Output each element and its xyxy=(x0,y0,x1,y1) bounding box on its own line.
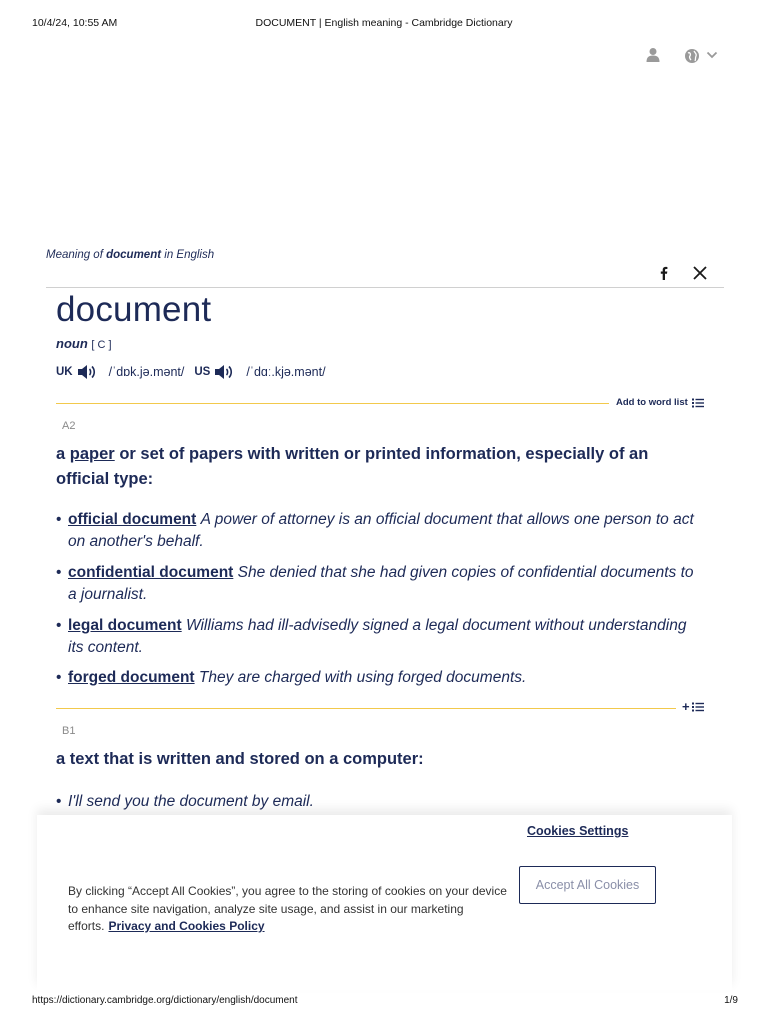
example-text: I'll send you the document by email. xyxy=(68,793,314,810)
collocation-link[interactable]: forged document xyxy=(68,669,195,686)
grammar-code: [ C ] xyxy=(91,339,112,351)
collocation-link[interactable]: legal document xyxy=(68,617,182,634)
print-timestamp: 10/4/24, 10:55 AM xyxy=(32,17,118,29)
word-list-icon xyxy=(692,398,704,408)
meaning-suffix: in English xyxy=(164,249,215,261)
chevron-down-icon[interactable] xyxy=(706,50,718,60)
print-header xyxy=(32,17,736,31)
cookies-settings-link[interactable]: Cookies Settings xyxy=(527,824,629,838)
example-item: • forged document They are charged with using forged documents. xyxy=(56,669,527,686)
accept-all-cookies-button[interactable]: Accept All Cookies xyxy=(519,866,656,904)
example-text: She denied that she had given copies of confidential documents to a journalist. xyxy=(68,564,694,603)
definition-article: a xyxy=(56,445,66,463)
add-to-word-list-button[interactable] xyxy=(682,699,704,714)
cefr-level-badge: B1 xyxy=(62,725,76,737)
privacy-policy-link[interactable]: Privacy and Cookies Policy xyxy=(108,919,265,933)
collocation-link[interactable]: official document xyxy=(68,511,197,528)
share-icons xyxy=(656,264,716,284)
entry-top-divider xyxy=(46,287,724,288)
definition: a text that is written and stored on a computer: xyxy=(56,750,424,768)
sense-divider xyxy=(56,403,609,404)
example-text: A power of attorney is an official document that allows one person to act on another's behalf. xyxy=(68,511,694,550)
globe-icon[interactable] xyxy=(684,48,700,64)
x-icon[interactable] xyxy=(692,265,708,281)
header-utility-icons xyxy=(640,46,730,66)
meaning-of-label xyxy=(46,249,214,261)
part-of-speech: noun xyxy=(56,336,88,351)
add-to-word-list-label: Add to word list xyxy=(616,397,688,408)
example-item: • legal document Williams had ill-advisedly signed a legal document without understanding its content. xyxy=(56,617,687,656)
headword: document xyxy=(56,290,212,329)
facebook-icon[interactable] xyxy=(656,265,672,281)
print-url: https://dictionary.cambridge.org/dictionary/english/document xyxy=(32,995,298,1006)
example-text: They are charged with using forged documents. xyxy=(198,669,527,686)
word-list-icon xyxy=(692,702,704,712)
definition-text: or set of papers with written or printed information, especially of an official type: xyxy=(56,445,649,488)
pronunciation-row xyxy=(56,362,336,382)
speaker-icon[interactable] xyxy=(77,363,97,381)
meaning-word: document xyxy=(106,249,162,261)
user-icon[interactable] xyxy=(646,47,660,63)
print-page-title: DOCUMENT | English meaning - Cambridge Dictionary xyxy=(255,17,513,29)
collocation-link[interactable]: confidential document xyxy=(68,564,234,581)
example-text: Williams had ill-advisedly signed a legal document without understanding its content. xyxy=(68,617,687,656)
example-item: • confidential document She denied that she had given copies of confidential documents to a journalist. xyxy=(56,564,694,603)
example-item: • official document A power of attorney is an official document that allows one person to act on another's behalf. xyxy=(56,511,694,550)
definition xyxy=(56,442,696,492)
us-ipa: /ˈdɑː.kjə.mənt/ xyxy=(246,365,326,379)
add-plus-icon: + xyxy=(682,699,690,714)
example-item: • I'll send you the document by email. xyxy=(56,793,314,810)
add-to-word-list-button[interactable] xyxy=(616,397,704,408)
cookie-message xyxy=(68,883,508,936)
us-label: US xyxy=(194,366,211,378)
uk-ipa: /ˈdɒk.jə.mənt/ xyxy=(108,365,185,379)
speaker-icon[interactable] xyxy=(214,363,234,381)
part-of-speech-line xyxy=(56,336,112,351)
definition-link-paper[interactable]: paper xyxy=(69,445,115,463)
cefr-level-badge: A2 xyxy=(62,420,76,432)
print-page-number: 1/9 xyxy=(724,995,738,1006)
uk-label: UK xyxy=(56,366,73,378)
cookie-message-text: By clicking “Accept All Cookies”, you agree to the storing of cookies on your device to enhance site navigation, analyze site usage, and assist in our marketing efforts. xyxy=(68,884,507,933)
cookie-banner xyxy=(37,815,732,990)
sense-divider xyxy=(56,708,676,709)
meaning-prefix: Meaning of xyxy=(46,249,103,261)
